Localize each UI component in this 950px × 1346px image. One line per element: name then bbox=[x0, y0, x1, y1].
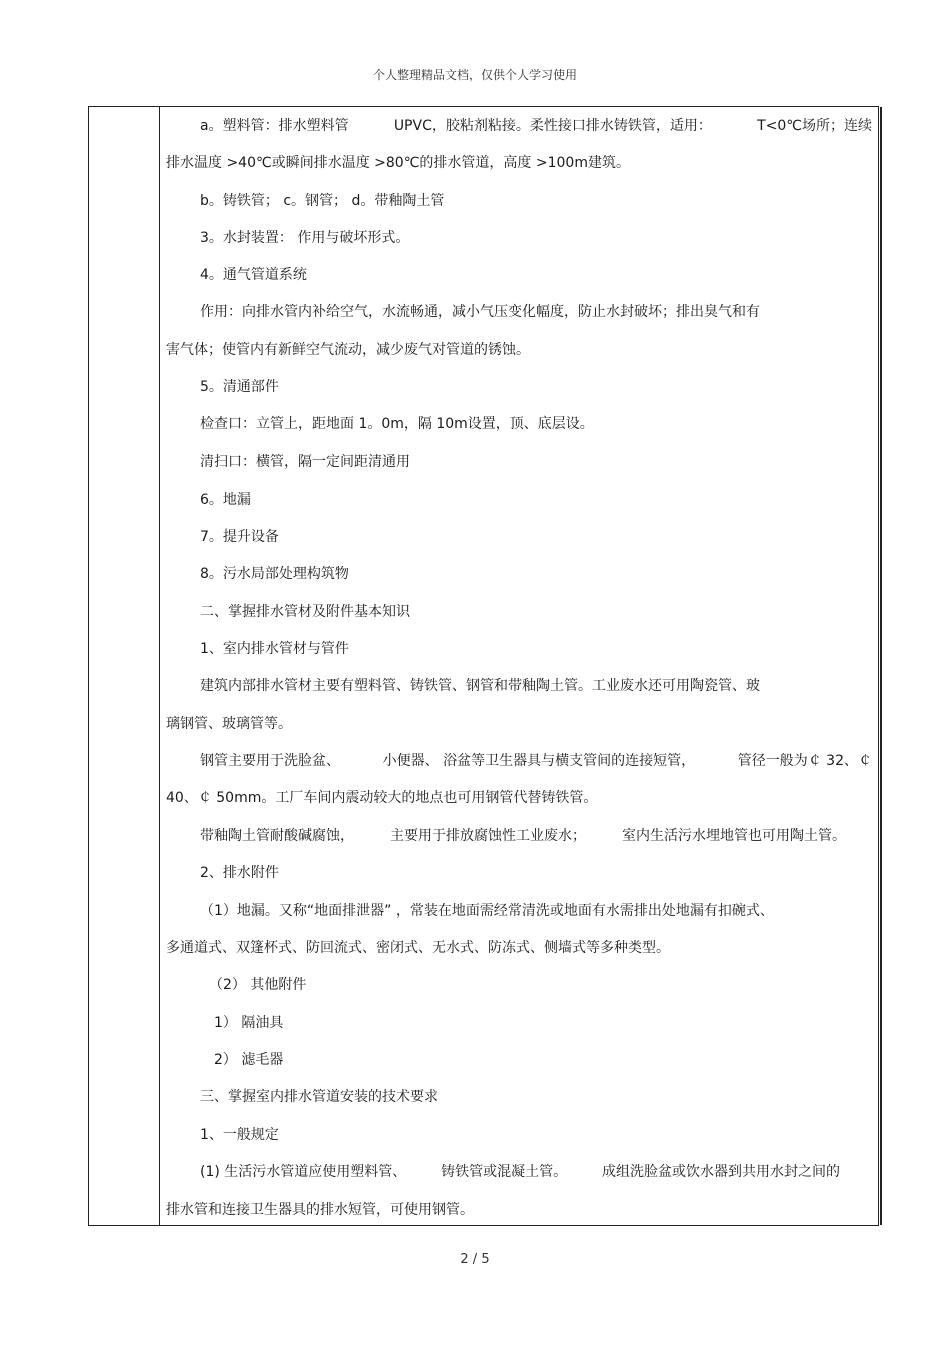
text-line bbox=[200, 1162, 840, 1182]
section-heading: 二、掌握排水管材及附件基本知识 bbox=[200, 604, 410, 620]
text-line: 40、￠ 50mm。工厂车间内震动较大的地点也可用钢管代替铸铁管。 bbox=[166, 790, 598, 806]
text-segment: a。塑料管：排水塑料管 bbox=[200, 118, 349, 134]
text-line: 1） 隔油具 bbox=[214, 1015, 284, 1031]
page-number: 2 / 5 bbox=[460, 1252, 490, 1267]
text-segment: 管径一般为￠ 32、￠ bbox=[737, 753, 872, 769]
text-line: 2） 滤毛器 bbox=[214, 1052, 284, 1068]
text-line: 7。提升设备 bbox=[200, 529, 279, 545]
text-line: 建筑内部排水管材主要有塑料管、铸铁管、钢管和带釉陶土管。工业废水还可用陶瓷管、玻 bbox=[200, 678, 760, 694]
text-line bbox=[200, 116, 872, 136]
text-segment: 小便器、 浴盆等卫生器具与横支管间的连接短管， bbox=[382, 753, 696, 769]
text-line bbox=[200, 751, 872, 771]
text-line: 多通道式、双篷杯式、防回流式、密闭式、无水式、防冻式、侧墙式等多种类型。 bbox=[166, 940, 670, 956]
text-line: 检查口：立管上，距地面 1。0m，隔 10m设置，顶、底层设。 bbox=[200, 416, 594, 432]
text-segment: 成组洗脸盆或饮水器到共用水封之间的 bbox=[602, 1164, 840, 1180]
section-heading: 三、掌握室内排水管道安装的技术要求 bbox=[200, 1089, 438, 1105]
text-line: 璃钢管、玻璃管等。 bbox=[166, 716, 292, 732]
text-line: 1、一般规定 bbox=[200, 1127, 279, 1143]
text-segment: 铸铁管或混凝土管。 bbox=[441, 1164, 568, 1180]
text-line: 清扫口：横管，隔一定间距清通用 bbox=[200, 454, 410, 470]
text-line: 2、排水附件 bbox=[200, 865, 279, 881]
text-segment: (1) 生活污水管道应使用塑料管、 bbox=[200, 1164, 407, 1180]
text-line: 3。水封装置： 作用与破坏形式。 bbox=[200, 230, 410, 246]
text-segment: 主要用于排放腐蚀性工业废水； bbox=[390, 828, 586, 844]
text-line: 6。地漏 bbox=[200, 492, 251, 508]
text-line: 作用：向排水管内补给空气，水流畅通，减小气压变化幅度，防止水封破坏；排出臭气和有 bbox=[200, 304, 760, 320]
page-header: 个人整理精品文档，仅供个人学习使用 bbox=[372, 68, 577, 82]
text-line: 5。清通部件 bbox=[200, 379, 279, 395]
text-line: （1）地漏。又称“地面排泄器” ，常装在地面需经常清洗或地面有水需排出处地漏有扣碗式、 bbox=[200, 903, 774, 919]
table-right-border bbox=[880, 107, 882, 1225]
text-segment: 钢管主要用于洗脸盆、 bbox=[200, 753, 340, 769]
text-line: 排水管和连接卫生器具的排水短管，可使用钢管。 bbox=[166, 1202, 474, 1218]
text-segment: 室内生活污水埋地管也可用陶土管。 bbox=[622, 828, 846, 844]
text-line bbox=[200, 826, 846, 846]
text-line: 害气体；使管内有新鲜空气流动，减少废气对管道的锈蚀。 bbox=[166, 342, 530, 358]
text-line: b。铸铁管； c。钢管； d。带釉陶土管 bbox=[200, 193, 445, 209]
text-segment: 带釉陶土管耐酸碱腐蚀， bbox=[200, 828, 354, 844]
text-line: 4。通气管道系统 bbox=[200, 267, 307, 283]
text-segment: UPVC，胶粘剂粘接。柔性接口排水铸铁管，适用： bbox=[393, 118, 712, 134]
text-line: 8。污水局部处理构筑物 bbox=[200, 566, 349, 582]
text-line: （2） 其他附件 bbox=[209, 977, 307, 993]
text-segment: T<0℃场所；连续 bbox=[757, 118, 872, 134]
table-column-divider bbox=[159, 107, 160, 1225]
text-line: 1、室内排水管材与管件 bbox=[200, 641, 349, 657]
text-line: 排水温度 >40℃或瞬间排水温度 >80℃的排水管道，高度 >100m建筑。 bbox=[166, 155, 630, 171]
